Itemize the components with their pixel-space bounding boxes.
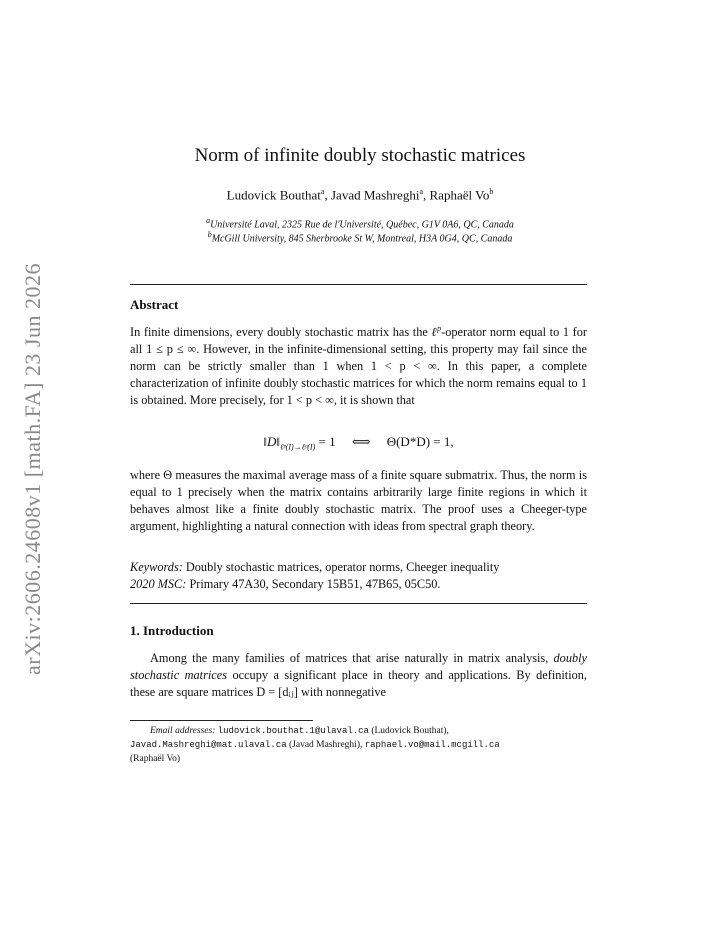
author-name: Raphaël Vo [429,187,490,203]
keywords-label: Keywords: [130,560,183,574]
abstract-paragraph-1: In finite dimensions, every doubly stochastic matrix has the ℓ$^p$-operator norm equal to 1 for all 1 ≤ p ≤ ∞. However, in the infinite-dimensional setting, this property may fail since the norm can be strictly smaller than 1 when 1 < p < ∞. In this paper, a complete characterization of infinite doubly stochastic matrices for which the norm remains equal to 1 is obtained. More precisely, for 1 < p < ∞, it is shown that [130,324,587,408]
keywords-text: Doubly stochastic matrices, operator norms, Cheeger inequality [185,560,500,574]
footnote-name: (Ludovick Bouthat), [371,726,449,736]
msc-text: Primary 47A30, Secondary 15B51, 47B65, 05C50. [189,577,441,591]
email-link[interactable]: Javad.Mashreghi@mat.ulaval.ca [130,740,287,750]
abstract-text: In finite dimensions, every doubly stochastic matrix has the [130,325,432,340]
divider [130,603,587,604]
intro-text: Among the many families of matrices that arise naturally in matrix analysis, [150,651,554,665]
abstract-paragraph-2: where Θ measures the maximal average mass of a finite square submatrix. Thus, the norm is equal to 1 precisely when the matrix contains arbitrarily large finite regions in which it behaves almost like a finite doubly stochastic matrix. The proof uses a Cheeger-type argument, highlighting a natural connection with ideas from spectral graph theory. [130,468,587,533]
arxiv-sidebar-stamp: arXiv:2606.24608v1 [math.FA] 23 Jun 2026 [20,263,45,675]
author-name: Javad Mashreghi [330,187,420,203]
footnote [130,724,587,766]
affiliation [0,230,720,244]
main-equation [130,434,587,452]
paper-title: Norm of infinite doubly stochastic matrices [194,145,526,166]
affiliation-mark: b [207,230,212,239]
affiliation-text: McGill University, 845 Sherbrooke St W, Montreal, H3A 0G4, QC, Canada [211,233,513,245]
author-mark: a [419,187,423,196]
footnote-label: Email addresses: [150,726,216,736]
msc-classification [130,576,587,593]
author-name: Ludovick Bouthat [226,187,321,203]
divider [130,284,587,285]
affiliation [0,216,720,230]
author-mark: a [320,187,325,196]
equation-subscript: ℓᵖ(I)→ℓᵖ(I) [280,442,316,452]
footnote-divider [130,720,313,721]
email-link[interactable]: raphael.vo@mail.mcgill.ca [364,740,500,750]
abstract-heading-text: Abstract [130,297,179,312]
footnote-name: (Raphaël Vo) [130,754,181,764]
email-link[interactable]: ludovick.bouthat.1@ulaval.ca [217,726,369,736]
introduction-paragraph [130,650,587,701]
footnote-name: (Javad Mashreghi), [289,740,363,750]
intro-emphasis: doubly stochastic matrices [130,651,587,682]
author-list: Ludovick Bouthat$^a$, Javad Mashreghi$^a$, Raphaël Vo$^b$ [226,187,494,203]
msc-label: 2020 MSC: [130,577,187,591]
abstract-text: -operator norm equal to 1 for all 1 ≤ p ≤ ∞. However, in the infinite-dimensional setting, this property may fail since the norm can be strictly smaller than 1 when 1 < p < ∞. In this paper, a complete characterization of infinite doubly stochastic matrices for which the norm remains equal to 1 is obtained. More precisely, for 1 < p < ∞, it is shown that [130,325,587,408]
keywords [130,559,587,576]
author-mark: b [489,187,494,196]
affiliation-text: Université Laval, 2325 Rue de l'Université, Québec, G1V 0A6, QC, Canada [210,219,514,231]
section-heading-text: 1. Introduction [130,623,214,638]
equation-rest: = 1 ⟺ Θ(D*D) = 1, [315,434,454,449]
intro-text: occupy a significant place in theory and applications. By definition, these are square matrices D = [dᵢⱼ] with nonnegative [130,668,587,699]
section-heading [130,622,587,640]
abstract-heading [130,296,587,314]
affiliation-mark: a [206,216,211,225]
equation-norm: ‖D‖ [263,434,281,449]
